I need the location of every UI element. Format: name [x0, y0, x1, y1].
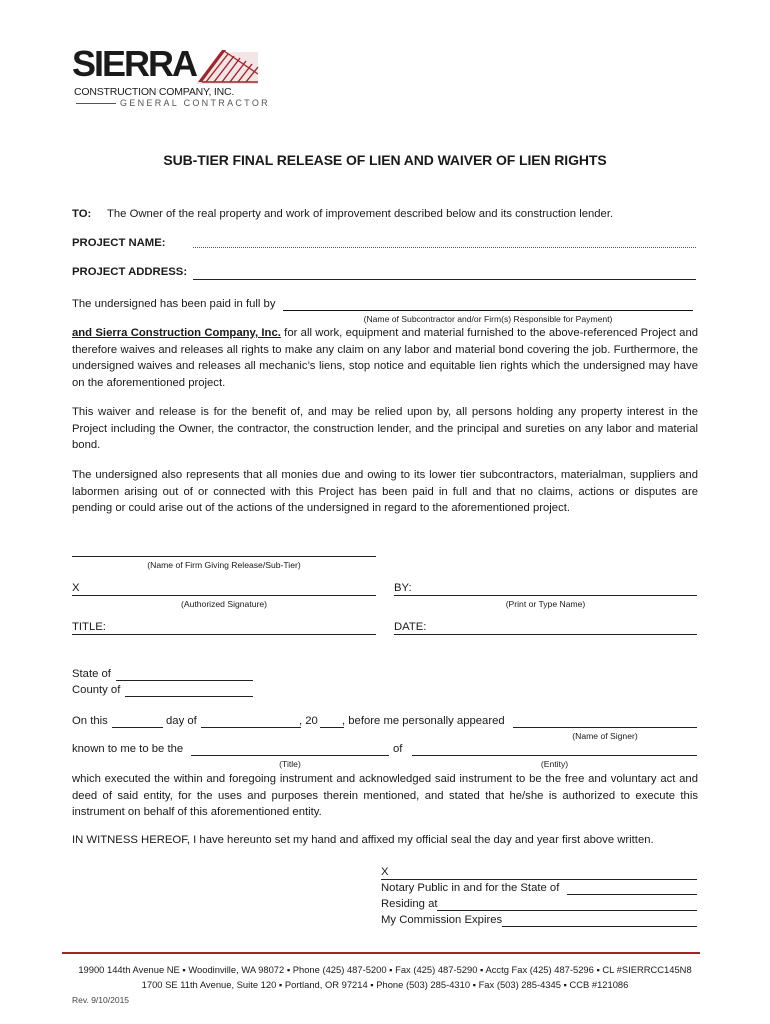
print-name-field[interactable]: [394, 595, 697, 596]
notary-state-field[interactable]: [567, 894, 697, 895]
signer-name-field[interactable]: [513, 727, 697, 728]
payer-name-field[interactable]: [283, 310, 693, 311]
paid-in-full-text: The undersigned has been paid in full by: [72, 298, 276, 310]
logo-wordmark: SIERRA: [72, 43, 197, 84]
county-of-label: County of: [72, 684, 121, 696]
date-field[interactable]: [394, 634, 697, 635]
notary-x: X: [381, 866, 389, 878]
entity-caption: (Entity): [540, 759, 569, 769]
executed-paragraph: which executed the within and foregoing instrument and acknowledged said instrument to be the free and voluntary act and deed of said entity, for the uses and purposes therein mentioned, and stated that he/she is authorized to execute this instrument on behalf of this aforementioned entity.: [72, 773, 698, 818]
residing-label: Residing at: [381, 898, 438, 910]
sierra-company-name: and Sierra Construction Company, Inc.: [72, 327, 281, 339]
document-title: SUB-TIER FINAL RELEASE OF LIEN AND WAIVER OF LIEN RIGHTS: [163, 152, 607, 168]
title-label: TITLE:: [72, 621, 106, 633]
authorized-signature-caption: (Authorized Signature): [181, 599, 267, 609]
residing-field[interactable]: [437, 910, 697, 911]
signer-title-caption: (Title): [279, 759, 301, 769]
state-field[interactable]: [116, 680, 253, 681]
on-this-label: On this: [72, 715, 108, 727]
signature-x: X: [72, 582, 80, 594]
project-address-field[interactable]: [193, 279, 696, 280]
footer-address-line1: 19900 144th Avenue NE ▪ Woodinville, WA 98072 ▪ Phone (425) 487-5200 ▪ Fax (425) 487-5290 ▪ Acctg Fax (425) 487-5296 ▪ CL #SIERRCC145N8: [78, 964, 692, 975]
project-address-label: PROJECT ADDRESS:: [72, 266, 188, 278]
date-label: DATE:: [394, 621, 427, 633]
logo-rule: [76, 103, 116, 104]
title-field[interactable]: [72, 634, 376, 635]
notary-signature-field[interactable]: [381, 879, 697, 880]
signer-name-caption: (Name of Signer): [572, 731, 638, 741]
known-text: known to me to be the: [72, 743, 184, 755]
to-text: The Owner of the real property and work of improvement described below and its construction lender.: [107, 208, 614, 220]
year-prefix: , 20: [299, 715, 318, 727]
project-name-label: PROJECT NAME:: [72, 237, 166, 249]
print-name-caption: (Print or Type Name): [505, 599, 586, 609]
entity-field[interactable]: [412, 755, 697, 756]
day-number-field[interactable]: [112, 727, 163, 728]
logo-general-contractor: GENERAL CONTRACTOR: [120, 98, 270, 108]
logo-company-line: CONSTRUCTION COMPANY, INC.: [74, 86, 235, 98]
signer-title-field[interactable]: [191, 755, 389, 756]
benefit-paragraph: This waiver and release is for the benefit of, and may be relied upon by, all persons holding any property interest in the Project including the Owner, the contractor, the construction lender, and the principal and sureties on any labor and material bond.: [72, 406, 698, 451]
state-of-label: State of: [72, 668, 111, 680]
month-field[interactable]: [201, 727, 301, 728]
release-paragraph: [72, 325, 698, 391]
commission-label: My Commission Expires: [381, 914, 503, 926]
roof-icon: [196, 44, 262, 86]
day-of-label: day of: [166, 715, 197, 727]
by-label: BY:: [394, 582, 412, 594]
footer-address-line2: 1700 SE 11th Avenue, Suite 120 ▪ Portland, OR 97214 ▪ Phone (503) 285-4310 ▪ Fax (503) 285-4345 ▪ CCB #121086: [141, 979, 629, 990]
payer-name-caption: (Name of Subcontractor and/or Firm(s) Responsible for Payment): [363, 314, 613, 324]
commission-field[interactable]: [502, 926, 697, 927]
appeared-text: , before me personally appeared: [342, 715, 505, 727]
release-paragraph-text: for all work, equipment and material furnished to the above-referenced Project and therefore waives and releases all rights to make any claim on any labor and material bond covering the job. Furthermore, the undersigned waives and releases all mechanic’s liens, stop notice and equitable lien rights which the undersigned may have on the aforementioned project.: [72, 327, 699, 389]
county-field[interactable]: [125, 696, 253, 697]
firm-name-caption: (Name of Firm Giving Release/Sub-Tier): [147, 560, 301, 570]
of-label: of: [393, 743, 403, 755]
firm-name-field[interactable]: [72, 556, 376, 557]
witness-text: IN WITNESS HEREOF, I have hereunto set my hand and affixed my official seal the day and year first above written.: [72, 834, 654, 846]
project-name-field[interactable]: [193, 247, 696, 248]
representation-paragraph: The undersigned also represents that all monies due and owing to its lower tier subcontractors, materialman, suppliers and labormen arising out of or connected with this Project has been paid in full and that no claims, actions or disputes are pending or could arise out of the actions of the undersigned in regard to the aforementioned project.: [72, 469, 698, 514]
to-label: TO:: [72, 208, 92, 220]
year-field[interactable]: [320, 727, 344, 728]
revision-date: Rev. 9/10/2015: [72, 995, 130, 1005]
authorized-signature-field[interactable]: [72, 595, 376, 596]
footer-divider: [62, 952, 700, 954]
notary-public-label: Notary Public in and for the State of: [381, 882, 560, 894]
